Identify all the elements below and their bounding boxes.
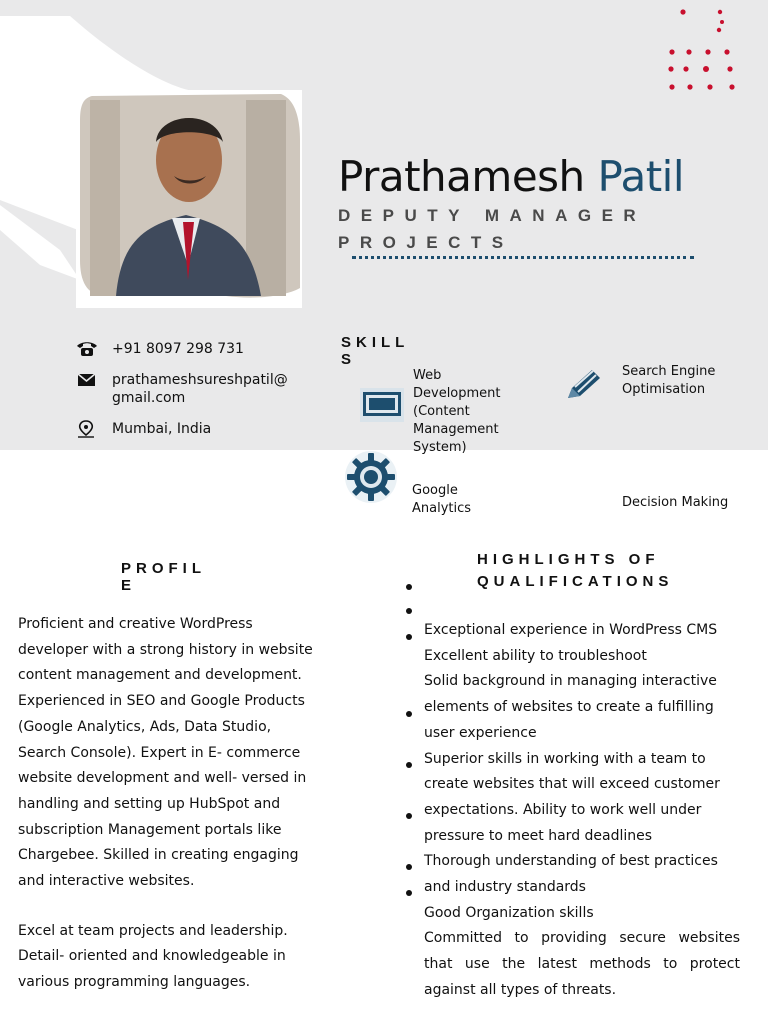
- skills-heading-line2: S: [341, 351, 357, 368]
- skill-seo: Search Engine Optimisation: [622, 364, 716, 397]
- title-divider: [352, 256, 694, 259]
- bullet: [406, 813, 412, 819]
- bullet: [406, 890, 412, 896]
- contact-location: [76, 420, 211, 438]
- full-name: [338, 152, 684, 201]
- job-title-line1: DEPUTY MANAGER: [338, 206, 647, 225]
- qualifications-heading-line1: HIGHLIGHTS OF: [477, 551, 660, 568]
- skill-google-analytics: Google Analytics: [412, 483, 472, 516]
- first-name: Prathamesh: [338, 152, 585, 201]
- qualification-item: Superior skills in working with a team to create websites that will exceed customer expectations. Ability to work well under pressure to meet hard deadlines: [424, 750, 720, 844]
- skill-decision-making: Decision Making: [622, 495, 729, 510]
- email-line2: gmail.com: [112, 390, 186, 406]
- qualifications-list: [424, 618, 740, 1004]
- monitor-icon: [358, 386, 406, 424]
- email-address[interactable]: [112, 371, 288, 407]
- profile-heading: [121, 560, 206, 594]
- bullet: [406, 711, 412, 717]
- job-title-line2: PROJECTS: [338, 233, 514, 252]
- qualification-item: Solid background in managing interactive elements of websites to create a fulfilling user experience: [424, 673, 717, 741]
- profile-paragraph-2: Excel at team projects and leadership. Detail- oriented and knowledgeable in various programming languages.: [18, 922, 288, 991]
- skill-web-development: Web Development (Content Management System): [413, 368, 501, 455]
- location-pin-icon: [76, 420, 98, 438]
- qualification-item: Exceptional experience in WordPress CMS: [424, 622, 718, 638]
- qualification-item: Thorough understanding of best practices and industry standards: [424, 853, 718, 896]
- bullet: [406, 584, 412, 590]
- profile-photo: [76, 90, 302, 308]
- profile-heading-line2: E: [121, 577, 137, 594]
- gear-icon: [344, 450, 398, 504]
- bullet: [406, 762, 412, 768]
- contact-phone: [76, 340, 244, 358]
- qualification-item: Good Organization skills: [424, 904, 594, 921]
- mail-icon: [76, 371, 98, 389]
- email-line1: prathameshsureshpatil@: [112, 372, 288, 388]
- bullet: [406, 634, 412, 640]
- qualifications-heading: [477, 549, 673, 593]
- phone-icon: [76, 340, 98, 358]
- phone-number: +91 8097 298 731: [112, 341, 244, 357]
- profile-heading-line1: PROFIL: [121, 560, 206, 577]
- qualification-item: Excellent ability to troubleshoot: [424, 647, 647, 664]
- bullet: [406, 864, 412, 870]
- last-name: Patil: [597, 152, 685, 201]
- profile-paragraph-1: Proficient and creative WordPress developer with a strong history in website content management and development. Experienced in SEO and Google Products (Google Analytics, Ads, Data Studio, Search Console). Expert in E- commerce website development and well- versed in handling and setting up HubSpot and subscription Management portals like Chargebee. Skilled in creating engaging and interactive websites.: [18, 616, 313, 890]
- profile-summary: [18, 612, 318, 996]
- skills-heading: [341, 334, 409, 368]
- decorative-dots: [664, 6, 744, 96]
- qualification-item: Committed to providing secure websites that use the latest methods to protect against all types of threats.: [424, 930, 740, 998]
- qualifications-heading-line2: QUALIFICATIONS: [477, 573, 674, 590]
- bullet: [406, 608, 412, 614]
- contact-email: [76, 371, 288, 407]
- skills-heading-line1: SKILL: [341, 334, 410, 351]
- pencil-icon: [562, 366, 604, 404]
- location: Mumbai, India: [112, 421, 212, 437]
